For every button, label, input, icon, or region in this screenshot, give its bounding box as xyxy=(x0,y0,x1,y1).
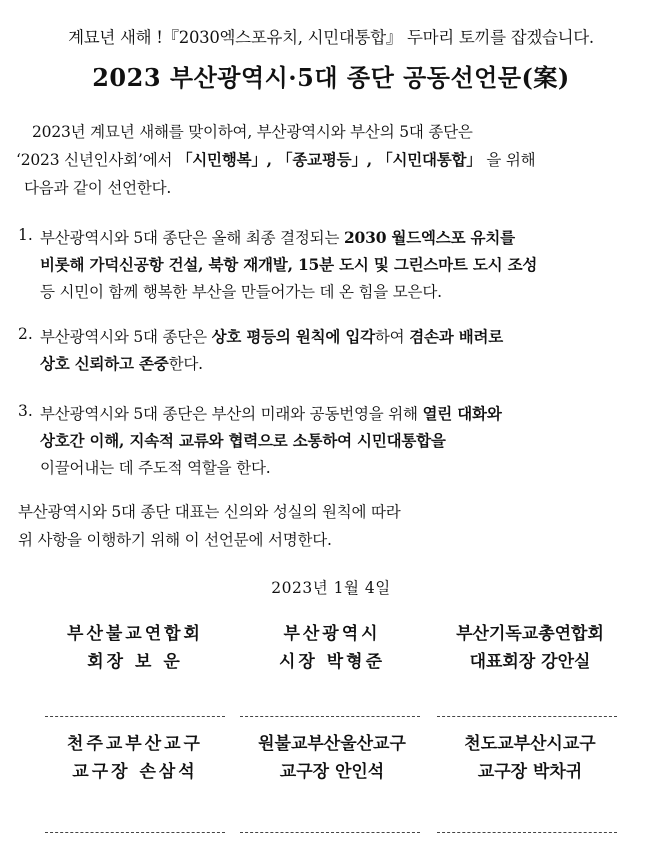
item-3-line-1 xyxy=(40,402,502,424)
item-1-line-1-b: 2030 월드엑스포 유치를 xyxy=(343,228,515,247)
item-3-line-2: 상호간 이해, 지속적 교류와 협력으로 소통하여 시민대통합을 xyxy=(40,431,446,450)
signatory-org: 부산불교연합회 xyxy=(67,624,203,644)
item-3-line-3: 이끌어내는 데 주도적 역할을 한다. xyxy=(40,459,271,477)
signature-line xyxy=(437,832,617,833)
signatory-person: 회장 보 운 xyxy=(87,652,183,672)
item-1-line-3: 등 시민이 함께 행복한 부산을 만들어가는 데 온 힘을 모은다. xyxy=(40,283,442,301)
intro-keywords: 「시민행복」, 「종교평등」, 「시민대통합」 xyxy=(176,150,482,169)
signatory-person: 교구장 손삼석 xyxy=(72,762,198,782)
closing-line-2: 위 사항을 이행하기 위해 이 선언문에 서명한다. xyxy=(18,531,332,549)
item-2-line-2 xyxy=(40,352,203,374)
item-1-number: 1. xyxy=(18,226,33,244)
signatory-person: 대표회장 강안실 xyxy=(469,652,591,672)
signature-line xyxy=(45,832,225,833)
declaration-date: 2023년 1월 4일 xyxy=(271,579,391,597)
item-2-line-1-b: 상호 평등의 원칙에 입각 xyxy=(211,327,375,346)
item-2-line-1-c: 하여 xyxy=(374,328,410,346)
item-2-line-1 xyxy=(40,325,503,347)
item-3-line-1-a: 부산광역시와 5대 종단은 부산의 미래와 공동번영을 위해 xyxy=(40,405,423,423)
signatory-org: 천주교부산교구 xyxy=(67,734,203,754)
item-2-number: 2. xyxy=(18,325,33,343)
intro-line-1: 2023년 계묘년 새해를 맞이하여, 부산광역시와 부산의 5대 종단은 xyxy=(32,123,473,141)
item-2-line-1-a: 부산광역시와 5대 종단은 xyxy=(40,328,212,346)
signature-line xyxy=(240,832,420,833)
item-1-line-1 xyxy=(40,226,515,248)
signature-line xyxy=(240,716,420,717)
signatory-person: 교구장 안인석 xyxy=(279,762,385,782)
closing-line-1: 부산광역시와 5대 종단 대표는 신의와 성실의 원칙에 따라 xyxy=(18,503,401,521)
intro-line-2-c: 을 위해 xyxy=(481,151,536,169)
item-1-line-1-a: 부산광역시와 5대 종단은 올해 최종 결정되는 xyxy=(40,229,344,247)
signatory-person: 교구장 박차귀 xyxy=(477,762,583,782)
item-2-line-1-d: 겸손과 배려로 xyxy=(409,327,504,346)
intro-line-2-a: ‘2023 신년인사회’에서 xyxy=(16,151,177,169)
signatory-won-buddhist xyxy=(232,730,432,786)
signatory-org: 부산기독교총연합회 xyxy=(456,624,604,644)
signatory-org: 천도교부산시교구 xyxy=(464,734,596,754)
item-2-line-2-bold: 상호 신뢰하고 존중 xyxy=(40,354,169,373)
signatory-person: 시장 박형준 xyxy=(278,652,386,672)
item-3-number: 3. xyxy=(18,402,33,420)
item-3-line-1-b: 열린 대화와 xyxy=(422,404,502,423)
signature-line xyxy=(45,716,225,717)
signatory-city xyxy=(232,620,432,676)
intro-line-3: 다음과 같이 선언한다. xyxy=(24,179,172,197)
signatory-cheondoist xyxy=(430,730,630,786)
page-title: 2023 부산광역시·5대 종단 공동선언문(案) xyxy=(92,63,570,92)
signatory-catholic xyxy=(35,730,235,786)
intro-line-2 xyxy=(16,148,535,170)
signatory-buddhist xyxy=(35,620,235,676)
signatory-org: 부산광역시 xyxy=(283,624,381,644)
signature-line xyxy=(437,716,617,717)
item-1-line-2: 비롯해 가덕신공항 건설, 북항 재개발, 15분 도시 및 그린스마트 도시 조성 xyxy=(40,255,538,274)
header-subtitle: 계묘년 새해 !『2030엑스포유치, 시민대통합』 두마리 토끼를 잡겠습니다. xyxy=(68,28,594,47)
item-2-line-2-c: 한다. xyxy=(168,355,203,373)
signatory-christian xyxy=(430,620,630,676)
signatory-org: 원불교부산울산교구 xyxy=(258,734,406,754)
